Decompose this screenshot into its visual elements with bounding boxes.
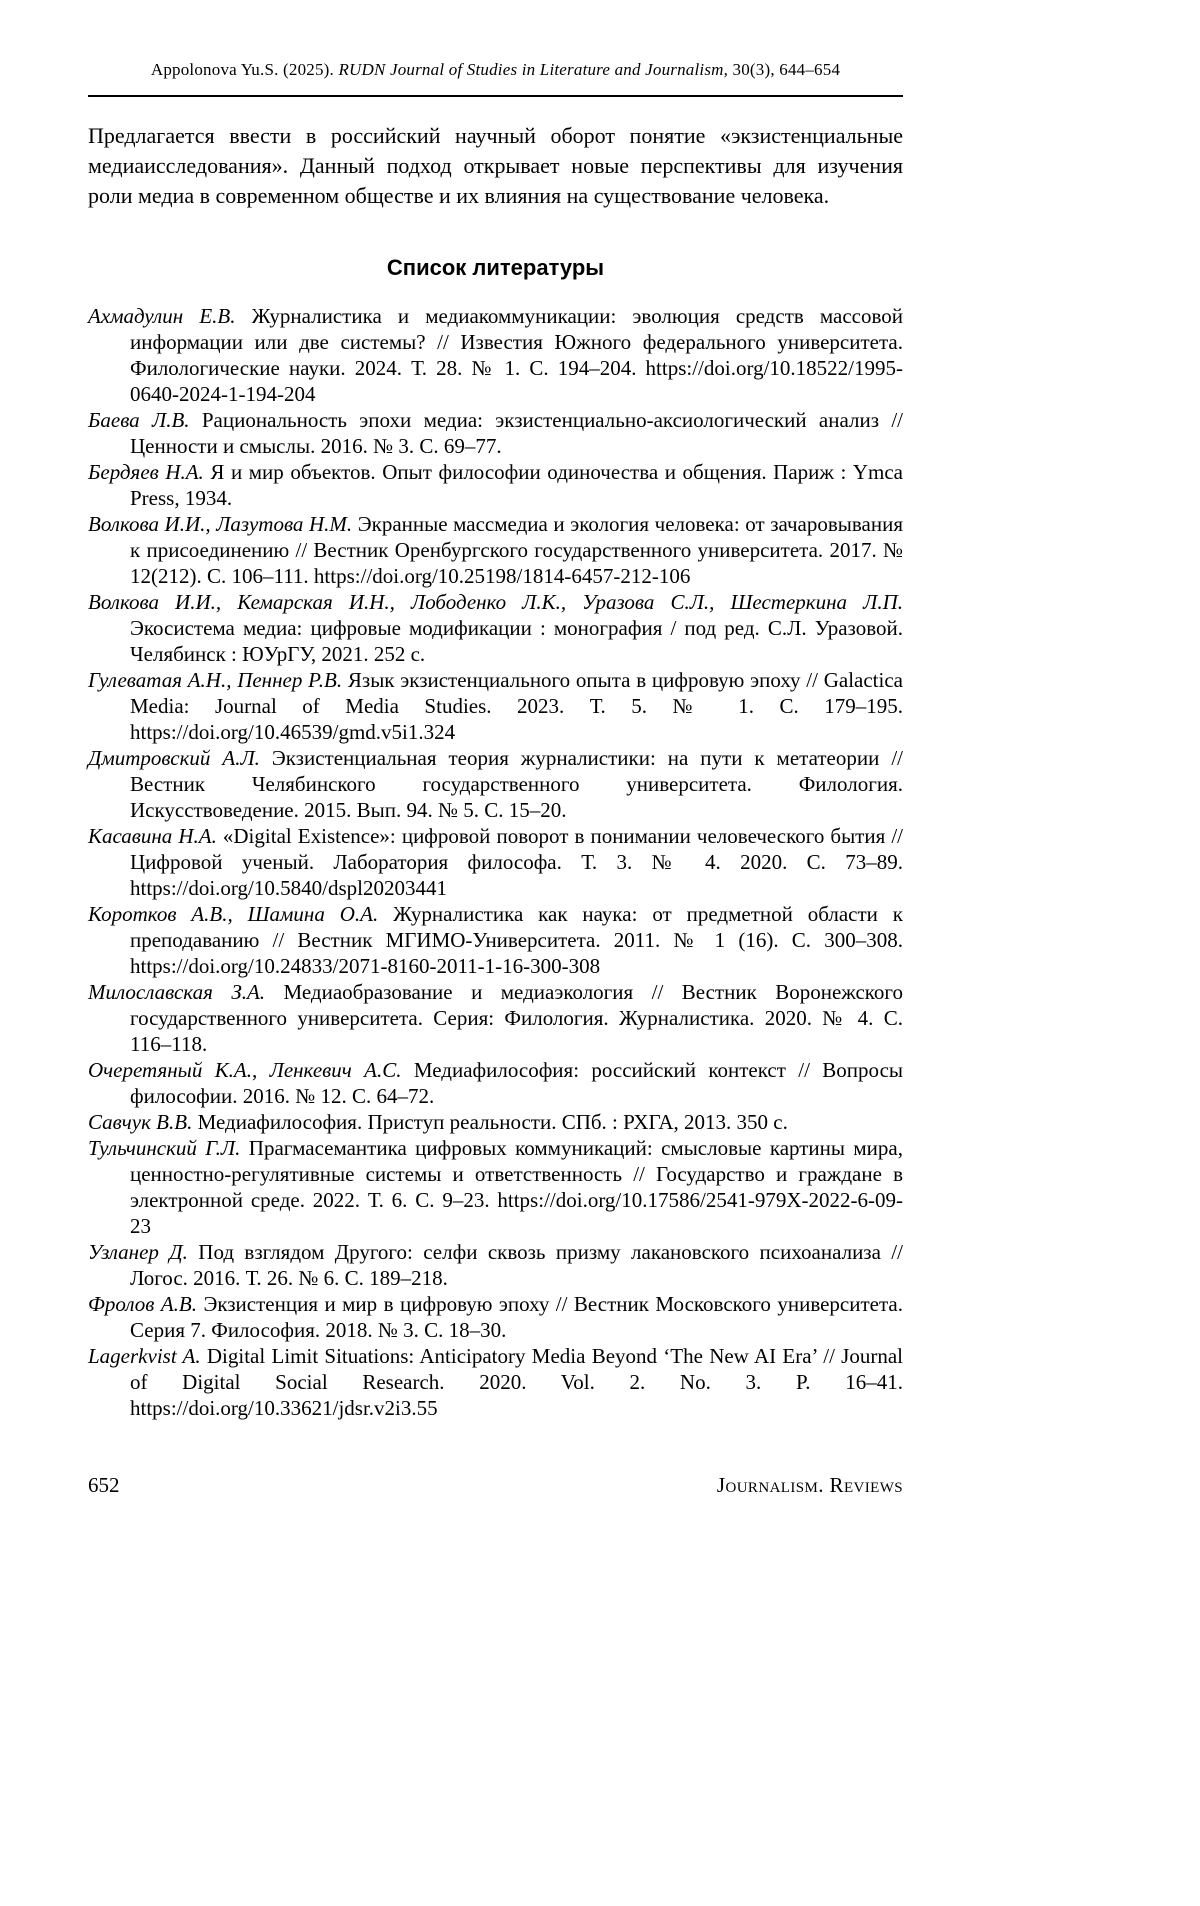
references-list — [88, 303, 903, 1421]
reference-authors: Lagerkvist A. — [88, 1344, 201, 1368]
reference-authors: Касавина Н.А. — [88, 824, 217, 848]
reference-text: Медиафилософия: российский контекст // Вопросы философии. 2016. № 12. С. 64–72. — [130, 1058, 903, 1108]
running-head — [88, 60, 903, 80]
reference-authors: Дмитровский А.Л. — [88, 746, 260, 770]
reference-text: Я и мир объектов. Опыт философии одиночества и общения. Париж : Ymca Press, 1934. — [130, 460, 903, 510]
reference-authors: Волкова И.И., Кемарская И.Н., Лободенко Л.К., Уразова С.Л., Шестеркина Л.П. — [88, 590, 903, 614]
reference-text: Digital Limit Situations: Anticipatory Media Beyond ‘The New AI Era’ // Journal of Digital Social Research. 2020. Vol. 2. No. 3. P. 16–41. https://doi.org/10.33621/jdsr.v2i3.55 — [130, 1344, 903, 1420]
page-content — [88, 0, 903, 1421]
reference-authors: Савчук В.В. — [88, 1110, 193, 1134]
references-heading: Список литературы — [386, 255, 605, 280]
reference-text: Экзистенциальная теория журналистики: на пути к метатеории // Вестник Челябинского государственного университета. Филология. Искусствоведение. 2015. Вып. 94. № 5. С. 15–20. — [130, 746, 903, 822]
reference-authors: Гулеватая А.Н., Пеннер Р.В. — [88, 668, 343, 692]
reference-entry — [88, 589, 903, 667]
reference-authors: Коротков А.В., Шамина О.А. — [88, 902, 379, 926]
reference-authors: Бердяев Н.А. — [88, 460, 204, 484]
reference-entry — [88, 1135, 903, 1239]
reference-entry — [88, 745, 903, 823]
reference-entry — [88, 901, 903, 979]
reference-entry — [88, 1109, 903, 1135]
reference-text: Журналистика как наука: от предметной области к преподаванию // Вестник МГИМО-Университета. 2011. № 1 (16). С. 300–308. https://doi.org/10.24833/2071-8160-2011-1-16-300-308 — [130, 902, 903, 978]
reference-text: Медиаобразование и медиаэкология // Вестник Воронежского государственного университета. Серия: Филология. Журналистика. 2020. № 4. С. 116–118. — [130, 980, 903, 1056]
reference-entry — [88, 1343, 903, 1421]
reference-text: Прагмасемантика цифровых коммуникаций: смысловые картины мира, ценностно-регулятивные системы и ответственность // Государство и граждане в электронной среде. 2022. Т. 6. С. 9–23. https://doi.org/10.17586/2541-979X-2022-6-09-23 — [130, 1136, 903, 1238]
reference-text: Экзистенция и мир в цифровую эпоху // Вестник Московского университета. Серия 7. Философия. 2018. № 3. С. 18–30. — [130, 1292, 903, 1342]
reference-authors: Волкова И.И., Лазутова Н.М. — [88, 512, 353, 536]
running-head-journal-title: RUDN Journal of Studies in Literature and Journalism, — [338, 60, 729, 79]
reference-text: Язык экзистенциального опыта в цифровую эпоху // Galactica Media: Journal of Media Studies. 2023. Т. 5. № 1. С. 179–195. https://doi.org/10.46539/gmd.v5i1.324 — [130, 668, 903, 744]
reference-entry — [88, 667, 903, 745]
reference-authors: Очеретяный К.А., Ленкевич А.С. — [88, 1058, 402, 1082]
running-head-citation: Appolonova Yu.S. (2025). — [150, 60, 339, 79]
reference-authors: Фролов А.В. — [88, 1292, 198, 1316]
reference-authors: Ахмадулин Е.В. — [88, 304, 236, 328]
page-number: 652 — [88, 1473, 120, 1497]
running-head-issue: 30(3), 644–654 — [728, 60, 841, 79]
reference-entry — [88, 979, 903, 1057]
reference-entry — [88, 1239, 903, 1291]
reference-text: Экранные массмедиа и экология человека: от зачаровывания к присоединению // Вестник Оренбургского государственного университета. 2017. № 12(212). С. 106–111. https://doi.org/10.25198/1814-6457-212-106 — [130, 512, 903, 588]
abstract-paragraph: Предлагается ввести в российский научный оборот понятие «экзистенциальные медиаисследования». Данный подход открывает новые перспективы для изучения роли медиа в современном обществе и их влияния на существование человека. — [88, 123, 903, 208]
header-rule — [88, 95, 903, 97]
reference-entry — [88, 407, 903, 459]
reference-entry — [88, 511, 903, 589]
reference-authors: Баева Л.В. — [88, 408, 190, 432]
reference-text: Рациональность эпохи медиа: экзистенциально-аксиологический анализ // Ценности и смыслы. 2016. № 3. С. 69–77. — [130, 408, 903, 458]
reference-entry — [88, 1057, 903, 1109]
reference-text: Журналистика и медиакоммуникации: эволюция средств массовой информации или две системы? // Известия Южного федерального университета. Филологические науки. 2024. Т. 28. № 1. С. 194–204. https://doi.org/10.18522/1995-0640-2024-1-194-204 — [130, 304, 903, 406]
footer-section-label: Journalism. Reviews — [716, 1473, 903, 1497]
reference-authors: Узланер Д. — [88, 1240, 188, 1264]
reference-entry — [88, 303, 903, 407]
reference-text: Экосистема медиа: цифровые модификации : монография / под ред. С.Л. Уразовой. Челябинск : ЮУрГУ, 2021. 252 с. — [130, 616, 903, 666]
reference-authors: Тульчинский Г.Л. — [88, 1136, 241, 1160]
reference-entry — [88, 1291, 903, 1343]
reference-text: «Digital Existence»: цифровой поворот в понимании человеческого бытия // Цифровой ученый. Лаборатория философа. Т. 3. № 4. 2020. С. 73–89. https://doi.org/10.5840/dspl20203441 — [130, 824, 903, 900]
reference-entry — [88, 459, 903, 511]
reference-authors: Милославская З.А. — [88, 980, 266, 1004]
reference-text: Под взглядом Другого: селфи сквозь призму лакановского психоанализа // Логос. 2016. Т. 26. № 6. С. 189–218. — [130, 1240, 903, 1290]
reference-entry — [88, 823, 903, 901]
reference-text: Медиафилософия. Приступ реальности. СПб. : РХГА, 2013. 350 с. — [192, 1110, 788, 1134]
page-footer — [88, 1473, 903, 1498]
